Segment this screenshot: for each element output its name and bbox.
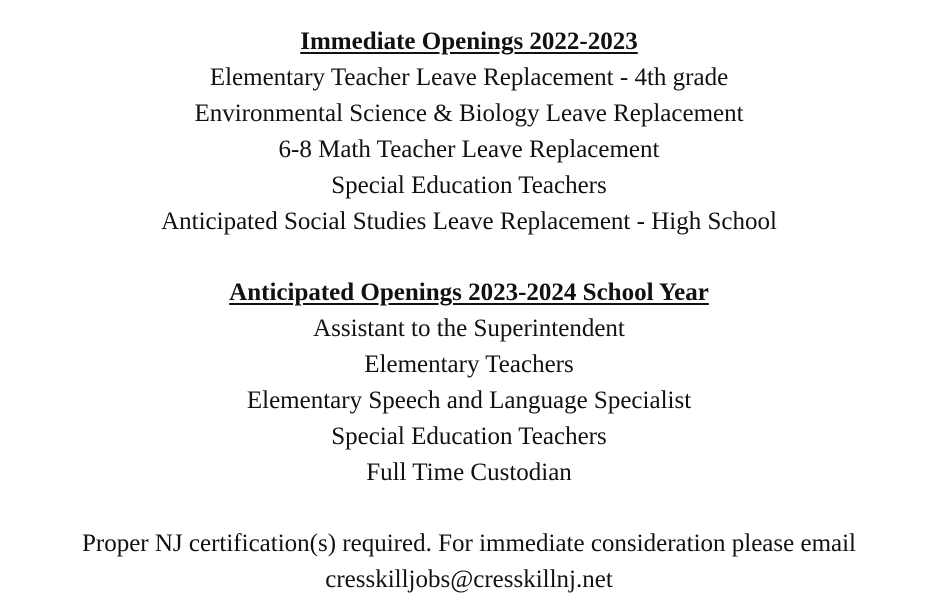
immediate-openings-heading: Immediate Openings 2022-2023 <box>300 28 638 55</box>
anticipated-opening-item: Special Education Teachers <box>331 423 607 450</box>
anticipated-openings-section <box>0 275 938 491</box>
anticipated-opening-item: Elementary Speech and Language Specialist <box>246 387 692 414</box>
anticipated-openings-heading: Anticipated Openings 2023-2024 School Year <box>229 279 709 306</box>
immediate-opening-item: Anticipated Social Studies Leave Replacement - High School <box>161 208 777 235</box>
anticipated-opening-item: Elementary Teachers <box>364 351 574 378</box>
immediate-opening-item: Special Education Teachers <box>331 172 607 199</box>
certification-note <box>0 526 938 598</box>
immediate-opening-item: Environmental Science & Biology Leave Replacement <box>194 100 744 127</box>
anticipated-opening-item: Assistant to the Superintendent <box>313 315 625 342</box>
immediate-opening-item: 6-8 Math Teacher Leave Replacement <box>278 136 660 163</box>
immediate-openings-section <box>0 24 938 240</box>
anticipated-opening-item: Full Time Custodian <box>366 459 572 486</box>
certification-note-text: Proper NJ certification(s) required. For immediate consideration please email <box>81 530 857 557</box>
contact-email[interactable]: cresskilljobs@cresskillnj.net <box>325 566 613 593</box>
immediate-opening-item: Elementary Teacher Leave Replacement - 4th grade <box>209 64 729 91</box>
